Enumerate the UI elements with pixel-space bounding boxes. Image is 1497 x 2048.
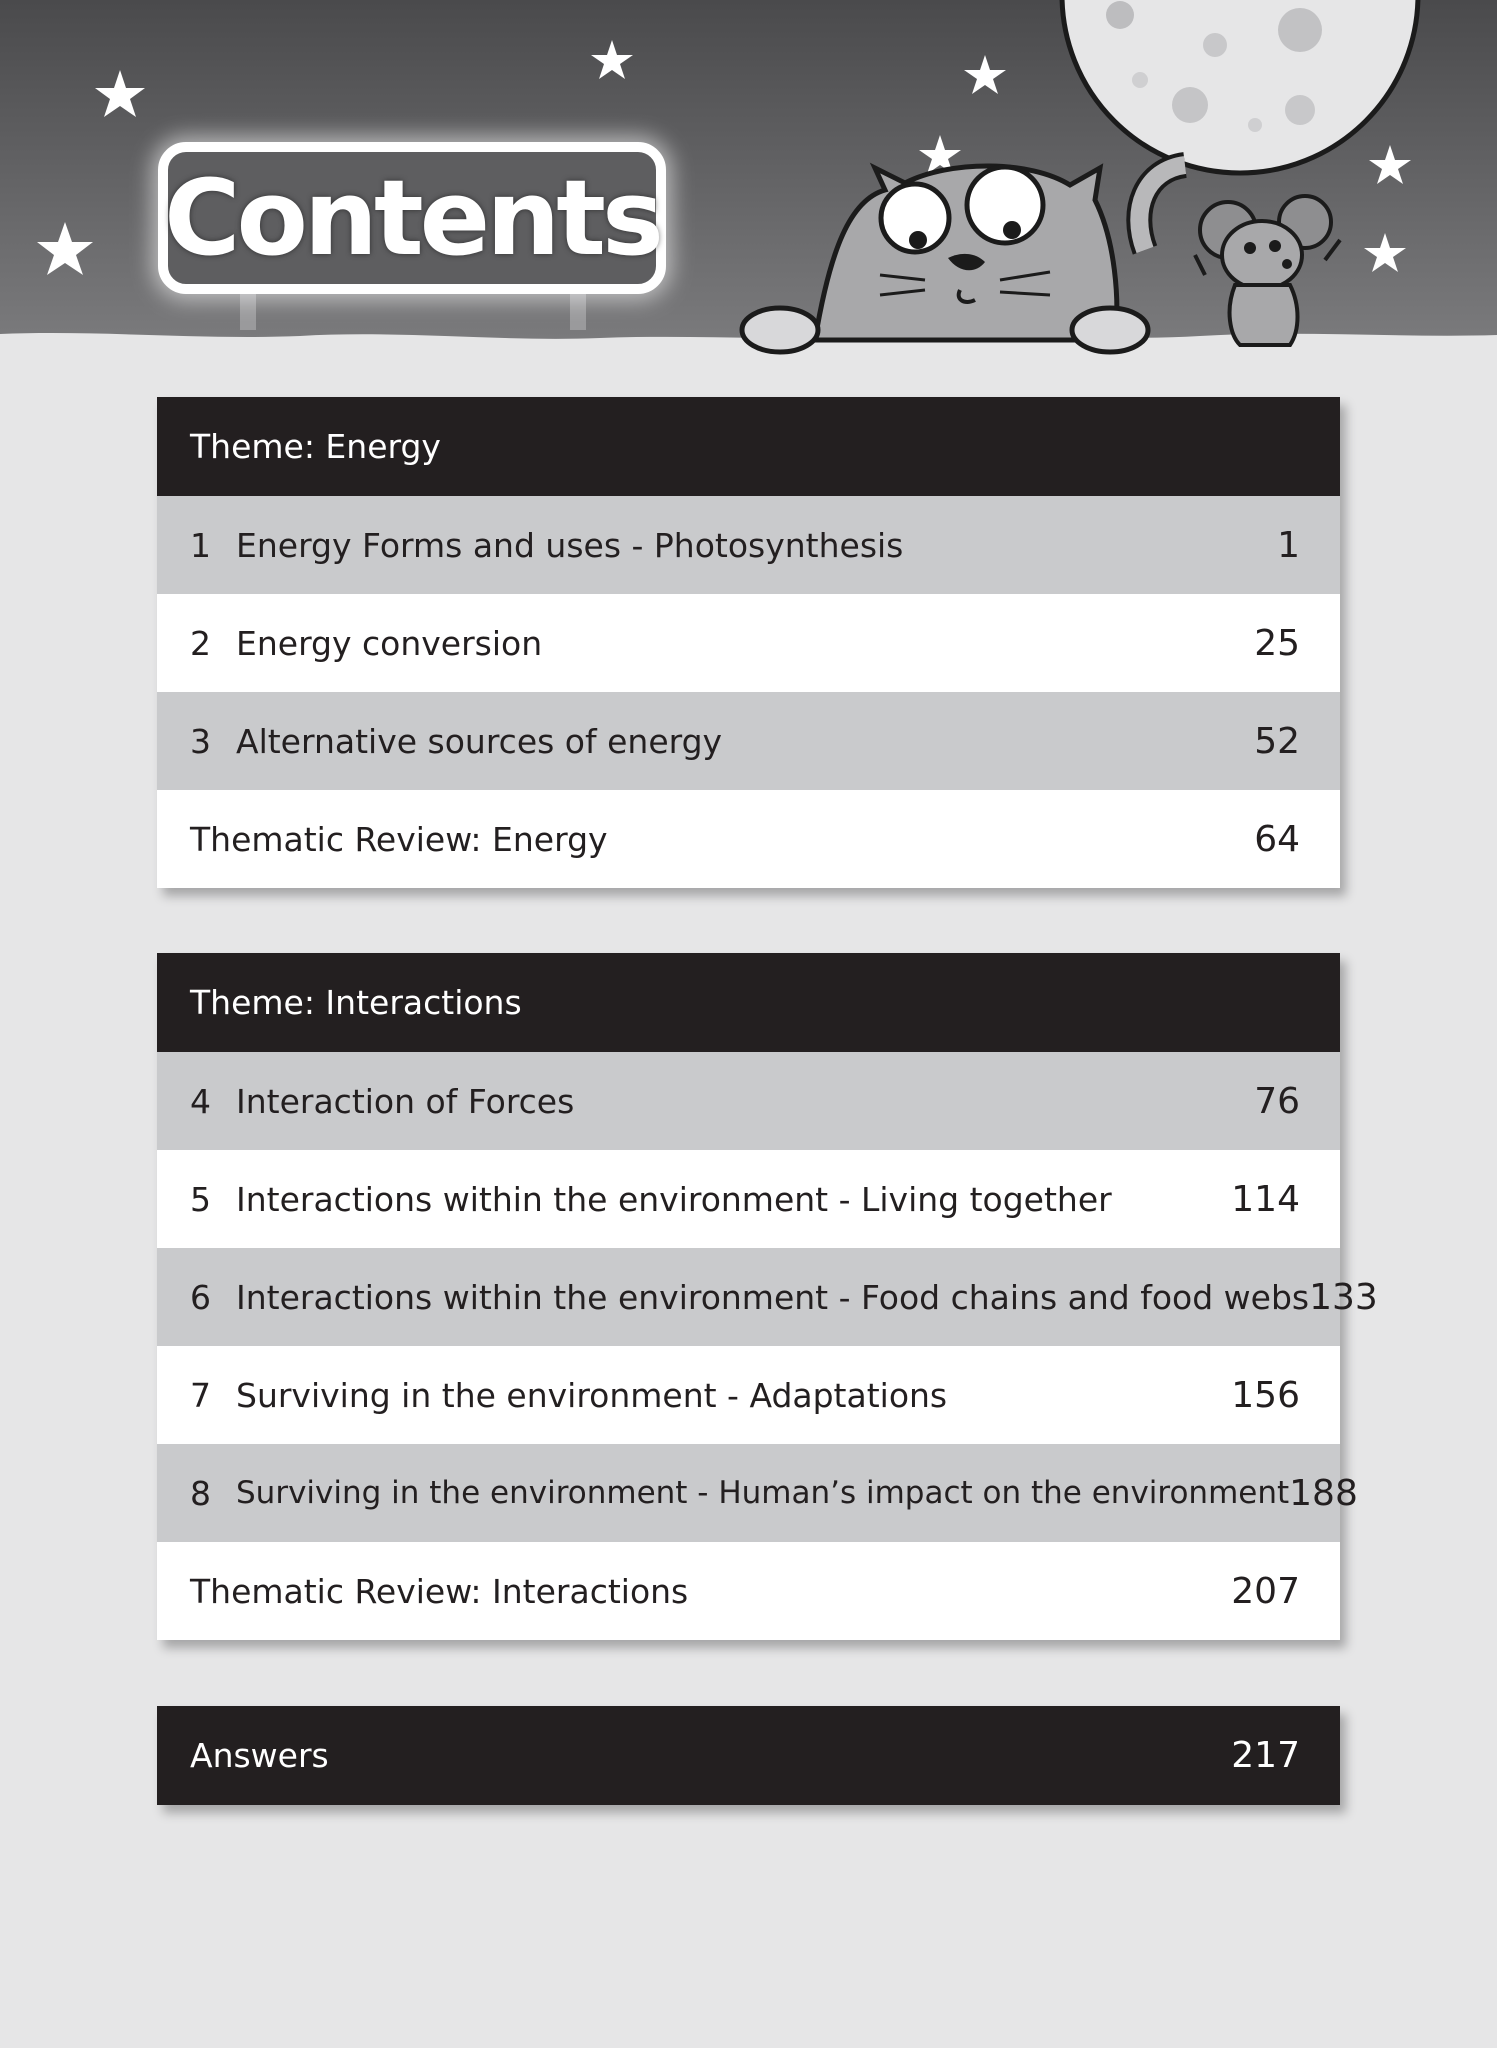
toc-row[interactable]	[157, 1346, 1340, 1444]
page-number: 76	[1254, 1080, 1300, 1122]
chapter-title: Interactions within the environment - Living together	[236, 1179, 1112, 1219]
page-number: 25	[1254, 622, 1300, 664]
page-title: Contents	[164, 157, 660, 279]
page-number: 114	[1231, 1178, 1300, 1220]
section-energy	[157, 397, 1340, 888]
toc-row[interactable]	[157, 1150, 1340, 1248]
chapter-number: 3	[190, 721, 211, 761]
chapter-number: 8	[190, 1473, 211, 1513]
answers-row[interactable]	[157, 1706, 1340, 1805]
toc-row[interactable]	[157, 790, 1340, 888]
toc-row[interactable]	[157, 594, 1340, 692]
section-heading-label: Theme: Energy	[190, 427, 441, 466]
page-number: 217	[1231, 1735, 1300, 1776]
page-number: 64	[1254, 818, 1300, 860]
section-heading-label: Theme: Interactions	[190, 983, 522, 1022]
chapter-title: Energy conversion	[236, 623, 543, 663]
chapter-number: 4	[190, 1081, 211, 1121]
chapter-number: 7	[190, 1375, 211, 1415]
chapter-title: Interactions within the environment - Food chains and food webs	[236, 1277, 1310, 1317]
toc-row[interactable]	[157, 1542, 1340, 1640]
page-number: 156	[1231, 1374, 1300, 1416]
page-number: 52	[1254, 720, 1300, 762]
chapter-title: Alternative sources of energy	[236, 721, 723, 761]
section-interactions	[157, 953, 1378, 1640]
chapter-number: 1	[190, 525, 211, 565]
page-number: 133	[1309, 1276, 1378, 1318]
page-number: 207	[1231, 1570, 1300, 1612]
page-number: 188	[1289, 1472, 1358, 1514]
toc-row[interactable]	[157, 1248, 1378, 1346]
chapter-title: Energy Forms and uses - Photosynthesis	[236, 525, 904, 565]
title-sign	[158, 142, 666, 294]
review-title: Thematic Review: Interactions	[190, 1571, 689, 1611]
chapter-title: Surviving in the environment - Human’s impact on the environment	[236, 1475, 1290, 1511]
chapter-number: 2	[190, 623, 211, 663]
chapter-number: 6	[190, 1277, 211, 1317]
toc-row[interactable]	[157, 496, 1340, 594]
review-title: Thematic Review: Energy	[190, 819, 608, 859]
toc-row[interactable]	[157, 1052, 1340, 1150]
section-heading	[157, 397, 1340, 496]
section-answers	[157, 1706, 1340, 1805]
header-banner	[0, 0, 1497, 360]
page-number: 1	[1277, 524, 1300, 566]
toc-row[interactable]	[157, 1444, 1358, 1542]
toc-row[interactable]	[157, 692, 1340, 790]
answers-label: Answers	[190, 1736, 329, 1775]
chapter-number: 5	[190, 1179, 211, 1219]
chapter-title: Surviving in the environment - Adaptations	[236, 1375, 948, 1415]
chapter-title: Interaction of Forces	[236, 1081, 575, 1121]
section-heading	[157, 953, 1340, 1052]
